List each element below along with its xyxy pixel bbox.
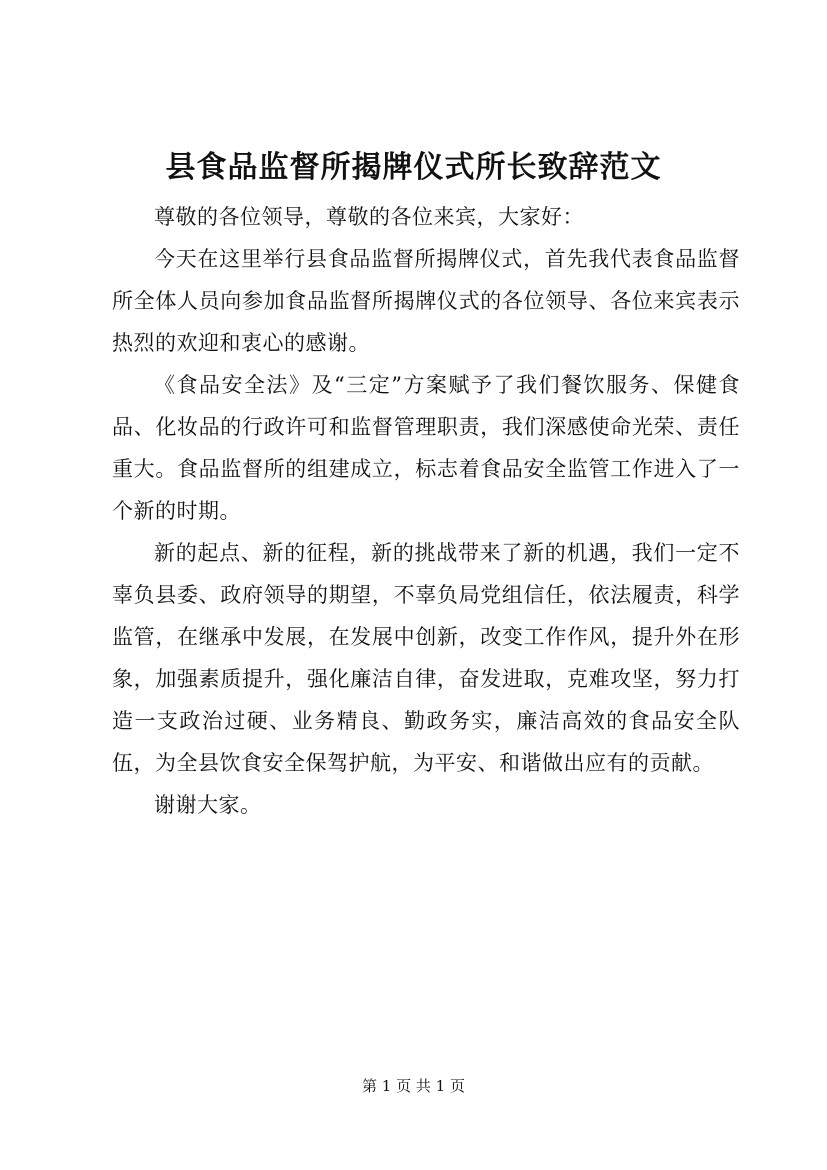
paragraph-thanks: 谢谢大家。: [154, 793, 262, 817]
page-footer: 第 1 页 共 1 页: [362, 1077, 465, 1095]
paragraph-responsibility: 《食品安全法》及“三定”方案赋予了我们餐饮服务、保健食品、化妆品的行政许可和监督管理职责，我们深感使命光荣、责任重大。食品监督所的组建成立，标志着食品安全监管工作进入了一个新的时期。: [112, 373, 740, 523]
paragraph-greeting: 尊敬的各位领导，尊敬的各位来宾，大家好：: [154, 205, 584, 229]
paragraph-commitment: 新的起点、新的征程，新的挑战带来了新的机遇，我们一定不辜负县委、政府领导的期望，不辜负局党组信任，依法履责，科学监管，在继承中发展，在发展中创新，改变工作作风，提升外在形象，加强素质提升，强化廉洁自律，奋发进取，克难攻坚，努力打造一支政治过硬、业务精良、勤政务实，廉洁高效的食品安全队伍，为全县饮食安全保驾护航，为平安、和谐做出应有的贡献。: [112, 541, 740, 775]
paragraph-welcome: 今天在这里举行县食品监督所揭牌仪式，首先我代表食品监督所全体人员向参加食品监督所揭牌仪式的各位领导、各位来宾表示热烈的欢迎和衷心的感谢。: [112, 247, 740, 355]
document-body: [112, 196, 740, 826]
document-title: 县食品监督所揭牌仪式所长致辞范文: [165, 150, 662, 185]
